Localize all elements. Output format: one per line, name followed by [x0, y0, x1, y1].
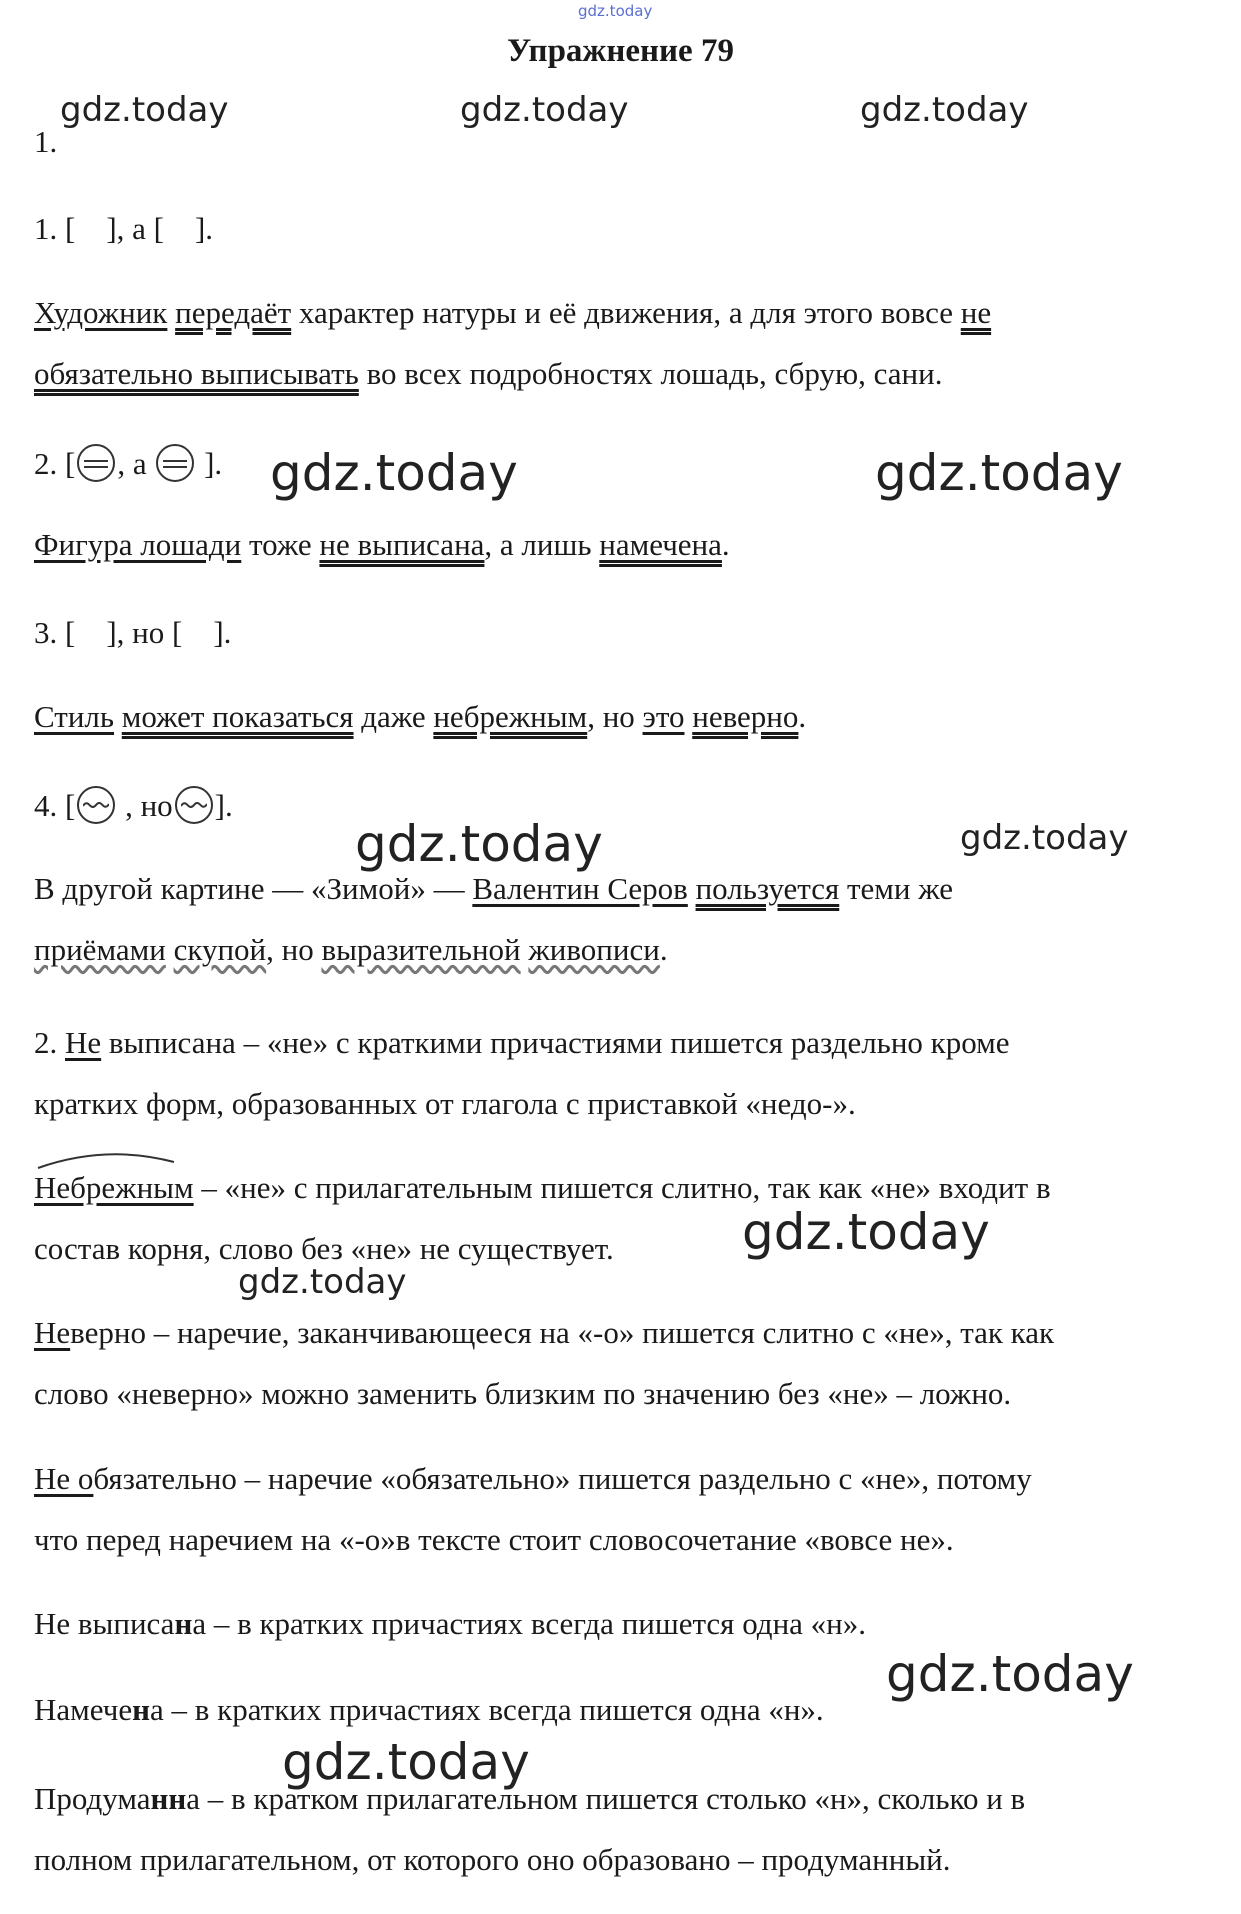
watermark: gdz.today — [742, 1203, 990, 1261]
attribute: выразительной — [321, 932, 521, 967]
subject: Фигура лошади — [34, 527, 242, 562]
explanation-1-line-2: кратких форм, образованных от глагола с приставкой «недо-». — [34, 1086, 856, 1121]
object: живописи — [528, 932, 660, 967]
explanation-6: Намечена – в кратких причастиях всегда пишется одна «н». — [34, 1692, 824, 1727]
watermark: gdz.today — [860, 90, 1029, 130]
watermark: gdz.today — [875, 444, 1123, 502]
predicate: намечена — [599, 527, 722, 562]
explanation-7-line-2: полном прилагательном, от которого оно образовано – продуманный. — [34, 1842, 951, 1877]
scheme-3: 3. [ ], но [ ]. — [34, 615, 232, 650]
explanation-5: Не выписана – в кратких причастиях всегда пишется одна «н». — [34, 1606, 867, 1641]
subject: Художник — [34, 295, 168, 330]
wavy-circle-icon — [175, 786, 213, 824]
predicate: пользуется — [695, 871, 840, 906]
watermark: gdz.today — [60, 90, 229, 130]
subject-predicate-circle-icon — [77, 444, 115, 482]
sentence-4-line-1: В другой картине — «Зимой» — Валентин Серов пользуется теми же — [34, 871, 954, 906]
sentence-1-line-2: обязательно выписывать во всех подробностях лошадь, сбрую, сани. — [34, 356, 943, 391]
wavy-circle-icon — [77, 786, 115, 824]
subject: Валентин Серов — [472, 871, 688, 906]
object: приёмами — [34, 932, 166, 967]
explanation-2-line-1: Небрежным – «не» с прилагательным пишется слитно, так как «не» входит в — [34, 1170, 1051, 1205]
scheme-2: 2. [ , а ]. — [34, 446, 223, 481]
sentence-3: Стиль может показаться даже небрежным, но это неверно. — [34, 699, 807, 734]
task1-number: 1. — [34, 124, 58, 159]
scheme-1: 1. [ ], а [ ]. — [34, 211, 214, 246]
explanation-3-line-2: слово «неверно» можно заменить близким по значению без «не» – ложно. — [34, 1376, 1012, 1411]
explanation-3-line-1: Неверно – наречие, заканчивающееся на «-о» пишется слитно с «не», так как — [34, 1315, 1055, 1350]
predicate: не — [960, 295, 992, 330]
attribute: скупой — [173, 932, 267, 967]
explanation-7-line-1: Продуманна – в кратком прилагательном пишется столько «н», сколько и в — [34, 1781, 1026, 1816]
predicate: обязательно выписывать — [34, 356, 359, 391]
watermark: gdz.today — [460, 90, 629, 130]
sentence-2: Фигура лошади тоже не выписана, а лишь намечена. — [34, 527, 730, 562]
explanation-4-line-2: что перед наречием на «-о»в тексте стоит словосочетание «вовсе не». — [34, 1522, 954, 1557]
explanation-1-line-1: 2. Не выписана – «не» с краткими причастиями пишется раздельно кроме — [34, 1025, 1010, 1060]
predicate: передаёт — [175, 295, 292, 330]
explanation-2-line-2: состав корня, слово без «не» не существует. — [34, 1231, 614, 1266]
watermark: gdz.today — [282, 1733, 530, 1791]
watermark: gdz.today — [355, 815, 603, 873]
predicate: неверно — [692, 699, 799, 734]
scheme-4: 4. [ , но ]. — [34, 788, 233, 823]
sentence-4-line-2: приёмами скупой, но выразительной живописи. — [34, 932, 668, 967]
subject-predicate-circle-icon — [156, 444, 194, 482]
site-watermark: gdz.today — [578, 2, 653, 20]
page-title: Упражнение 79 — [507, 33, 734, 69]
predicate: может показаться — [121, 699, 354, 734]
watermark: gdz.today — [270, 444, 518, 502]
watermark: gdz.today — [960, 818, 1129, 858]
watermark: gdz.today — [238, 1262, 407, 1302]
explanation-4-line-1: Не обязательно – наречие «обязательно» пишется раздельно с «не», потому — [34, 1461, 1032, 1496]
subject: Стиль — [34, 699, 115, 734]
root-arc-mark — [36, 1148, 176, 1170]
watermark: gdz.today — [886, 1645, 1134, 1703]
predicate: не выписана — [319, 527, 485, 562]
subject: это — [642, 699, 685, 734]
predicate: небрежным — [433, 699, 588, 734]
sentence-1-line-1: Художник передаёт характер натуры и её движения, а для этого вовсе не — [34, 295, 992, 330]
